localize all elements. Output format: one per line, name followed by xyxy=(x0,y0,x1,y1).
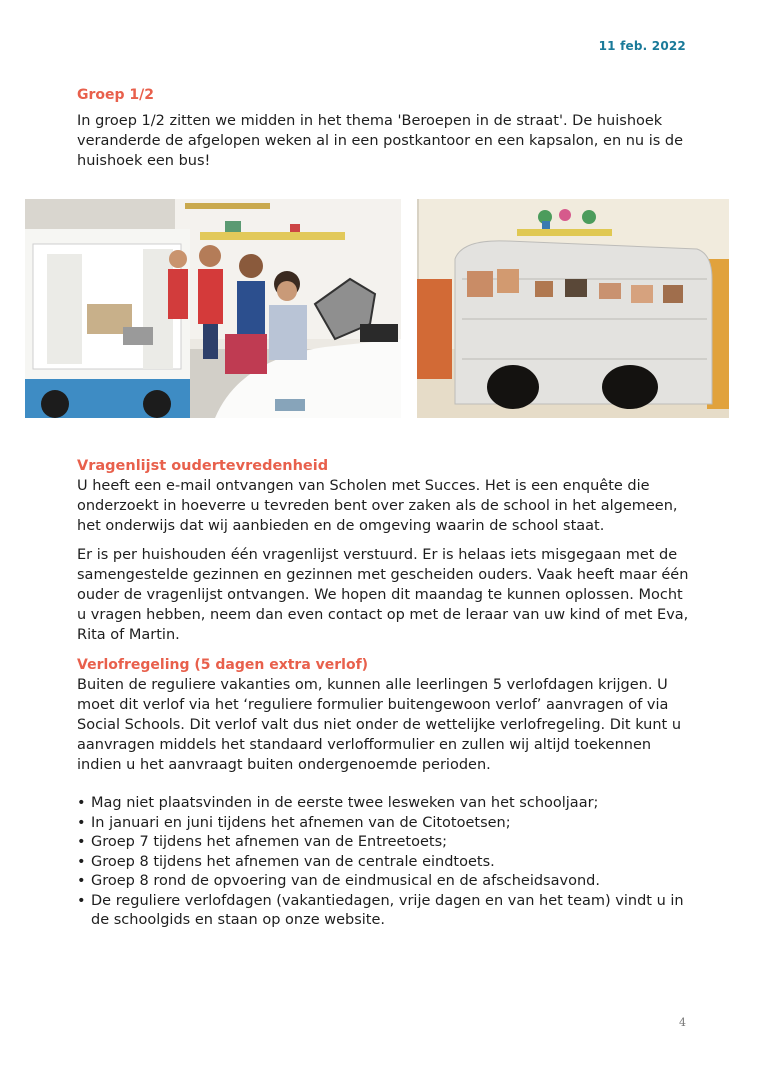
bullet-icon: • xyxy=(77,892,86,909)
list-item-text: Groep 8 rond de opvoering van de eindmusical en de afscheidsavond. xyxy=(91,873,600,889)
leave-restrictions-list xyxy=(77,794,689,931)
photo-classroom-bus xyxy=(25,199,401,418)
group12-text: In groep 1/2 zitten we midden in het thema 'Beroepen in de straat'. De huishoek veranderde de afgelopen weken al in een postkantoor en een kapsalon, en nu is de huishoek een bus! xyxy=(77,113,684,169)
list-item xyxy=(77,853,689,873)
list-item xyxy=(77,872,689,892)
leave-heading: Verlofregeling (5 dagen extra verlof) xyxy=(77,657,369,673)
bullet-icon: • xyxy=(77,795,86,811)
bullet-icon: • xyxy=(77,834,86,850)
group12-heading: Groep 1/2 xyxy=(77,87,154,103)
photo-foil-bus xyxy=(417,199,729,418)
survey-paragraph-1: U heeft een e-mail ontvangen van Scholen met Succes. Het is een enquête die onderzoekt in hoeverre u tevreden bent over zaken als de school in het algemeen, het onderwijs dat wij aanbieden en de omgeving waarin de school staat. xyxy=(77,478,678,534)
list-item-text: In januari en juni tijdens het afnemen van de Citotoetsen; xyxy=(91,814,511,831)
list-item xyxy=(77,833,689,853)
leave-paragraph: Buiten de reguliere vakanties om, kunnen alle leerlingen 5 verlofdagen krijgen. U moet dit verlof via het ‘reguliere formulier buitengewoon verlof’ aanvragen of via Social Schools. Dit verlof valt dus niet onder de wettelijke verlofregeling. Dit kunt u aanvragen middels het standaard verlofformulier en zullen wij altijd toekennen indien u het aanvraagt buiten ondergenoemde perioden. xyxy=(77,677,682,773)
list-item xyxy=(77,794,689,814)
survey-section xyxy=(77,456,689,645)
newsletter-date: 11 feb. 2022 xyxy=(598,39,686,53)
list-item-text: Mag niet plaatsvinden in de eerste twee lesweken van het schooljaar; xyxy=(91,795,599,811)
leave-section xyxy=(77,655,689,931)
list-item-text: Groep 8 tijdens het afnemen van de centrale eindtoets. xyxy=(91,853,495,870)
list-item xyxy=(77,892,689,931)
survey-paragraph-2: Er is per huishouden één vragenlijst verstuurd. Er is helaas iets misgegaan met de samengestelde gezinnen en gezinnen met gescheiden ouders. Vaak heeft maar één ouder de vragenlijst ontvangen. We hopen dit maandag te kunnen oplossen. Mocht u vragen hebben, neem dan even contact op met de leraar van uw kind of met Eva, Rita of Martin. xyxy=(77,547,689,643)
bullet-icon: • xyxy=(77,853,86,870)
group12-section xyxy=(77,85,689,171)
page-number: 4 xyxy=(679,1016,686,1029)
list-item xyxy=(77,814,689,834)
list-item-text: Groep 7 tijdens het afnemen van de Entreetoets; xyxy=(91,834,448,850)
bullet-icon: • xyxy=(77,873,86,889)
list-item-text: De reguliere verlofdagen (vakantiedagen, vrije dagen en van het team) vindt u in de schoolgids en staan op onze website. xyxy=(91,892,684,928)
survey-heading: Vragenlijst oudertevredenheid xyxy=(77,458,329,474)
bullet-icon: • xyxy=(77,814,86,831)
